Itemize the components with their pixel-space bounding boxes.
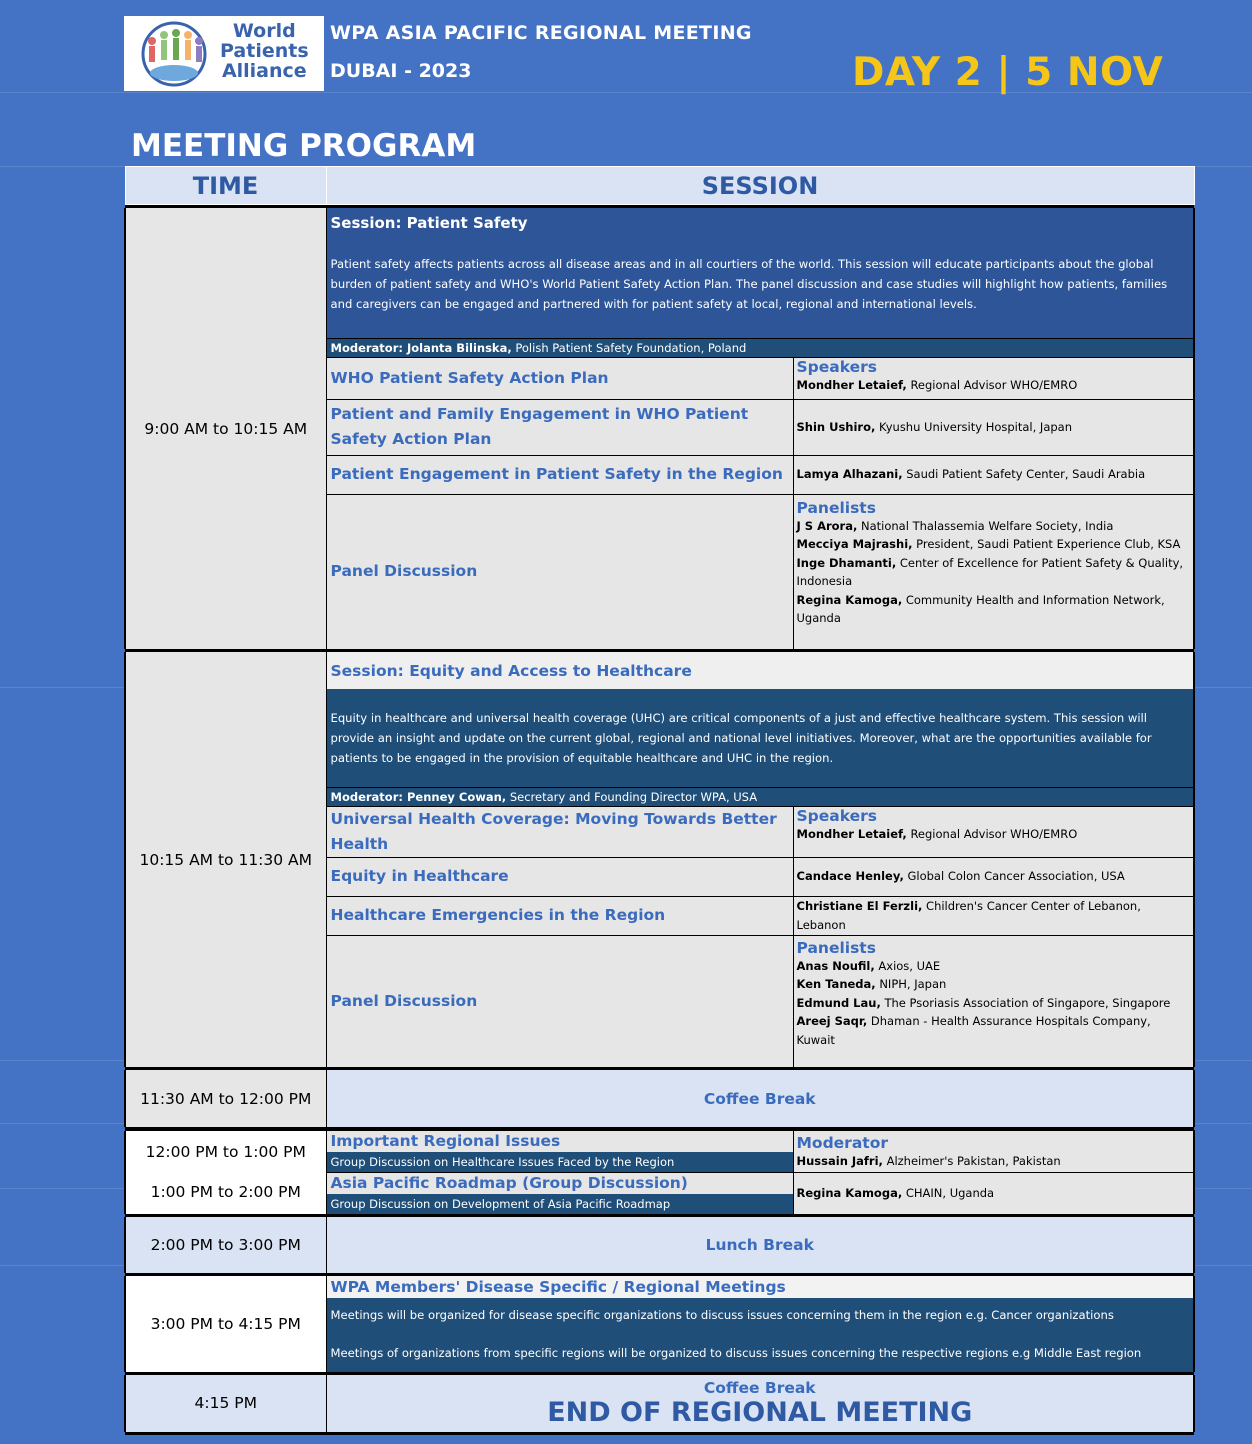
block1-moderator	[326, 338, 1194, 357]
speaker-name: Mondher Letaief,	[796, 377, 907, 392]
speaker-cell	[793, 857, 1194, 896]
block3-time-1: 12:00 PM to 1:00 PM	[145, 1143, 306, 1161]
topic-uhc: Universal Health Coverage: Moving Towards Better Health	[326, 806, 793, 857]
speakers-heading: Speakers	[796, 806, 878, 825]
schedule-table	[124, 166, 1195, 1435]
speaker-affiliation: Kyushu University Hospital, Japan	[875, 419, 1073, 434]
block4-time: 3:00 PM to 4:15 PM	[125, 1276, 326, 1372]
panelist-affiliation: The Psoriasis Association of Singapore, Singapore	[880, 995, 1171, 1010]
speaker-affiliation: Saudi Patient Safety Center, Saudi Arabia	[902, 467, 1146, 482]
block1-session-desc: Patient safety affects patients across all disease areas and in all courtiers of the world. This session will educate participants about the global burden of patient safety and WHO's World Patient Safety Action Plan. The panel discussion and case studies will highlight how patients, families and caregivers can be engaged and partnered with for patient safety at local, regional and international levels.	[330, 257, 1168, 311]
moderator-name: Moderator: Jolanta Bilinska,	[330, 340, 512, 355]
page-title: MEETING PROGRAM	[131, 128, 477, 164]
topic-who-action-plan: WHO Patient Safety Action Plan	[326, 357, 793, 399]
block4-title: WPA Members' Disease Specific / Regional Meetings	[326, 1276, 1194, 1298]
coffee-break-row	[125, 1070, 1194, 1127]
moderator-name: Regina Kamoga,	[796, 1185, 903, 1200]
panelist-affiliation: National Thalassemia Welfare Society, India	[857, 518, 1114, 533]
block1-session-row	[125, 208, 1194, 338]
topic-equity: Equity in Healthcare	[326, 857, 793, 896]
panelist-name: Regina Kamoga,	[796, 592, 903, 607]
block2-session-title: Session: Equity and Access to Healthcare	[326, 652, 1194, 689]
panelists-cell	[793, 494, 1194, 649]
lunch-break-label: Lunch Break	[326, 1217, 1194, 1273]
logo-line-2: Patients	[220, 40, 309, 62]
speaker-affiliation: Regional Advisor WHO/EMRO	[906, 377, 1078, 392]
wpa-logo	[124, 16, 324, 91]
moderator-name: Moderator: Penney Cowan,	[330, 789, 507, 804]
panelist-name: Areej Saqr,	[796, 1014, 868, 1028]
panelist-affiliation: President, Saudi Patient Experience Club, KSA	[912, 537, 1181, 551]
speakers-heading: Speakers	[796, 357, 878, 376]
panelist-name: Mecciya Majrashi,	[796, 537, 913, 551]
speaker-name: Mondher Letaief,	[796, 826, 907, 841]
topic-regional-issues: Important Regional Issues	[327, 1131, 793, 1152]
moderator-affiliation: Polish Patient Safety Foundation, Poland	[511, 340, 747, 355]
panelist-affiliation: NIPH, Japan	[875, 977, 947, 991]
panelist-affiliation: Dhaman - Health Assurance Hospitals Company, Kuwait	[796, 1014, 1151, 1047]
block3-time-2: 1:00 PM to 2:00 PM	[150, 1183, 301, 1201]
day-label: DAY 2 | 5 NOV	[852, 50, 1164, 95]
moderator-cell	[793, 1172, 1194, 1214]
moderator-cell	[793, 1131, 1194, 1173]
roadmap-cell	[326, 1172, 793, 1214]
moderator-affiliation: Alzheimer's Pakistan, Pakistan	[882, 1154, 1061, 1168]
moderator-affiliation: CHAIN, Uganda	[902, 1185, 995, 1200]
panelist-affiliation: Axios, UAE	[874, 958, 941, 973]
block4-desc	[326, 1298, 1194, 1372]
speaker-affiliation: Regional Advisor WHO/EMRO	[906, 826, 1078, 841]
event-title: WPA ASIA PACIFIC REGIONAL MEETING	[330, 22, 752, 44]
moderator-name: Hussain Jafri,	[796, 1154, 883, 1168]
topic-patient-engagement: Patient Engagement in Patient Safety in the Region	[326, 455, 793, 494]
block2-title-row	[125, 652, 1194, 689]
speaker-name: Candace Henley,	[796, 869, 904, 884]
table-header-row	[125, 167, 1194, 205]
panelist-affiliation: Community Health and Information Network, Uganda	[796, 592, 1165, 625]
end-row	[125, 1375, 1194, 1432]
topic-emergencies: Healthcare Emergencies in the Region	[326, 896, 793, 935]
block2-time: 10:15 AM to 11:30 AM	[125, 652, 326, 1067]
lunch-break-row	[125, 1217, 1194, 1273]
block4-title-row	[125, 1276, 1194, 1298]
end-coffee-label: Coffee Break	[703, 1378, 816, 1397]
topic-roadmap: Asia Pacific Roadmap (Group Discussion)	[327, 1173, 793, 1194]
panelist-affiliation: Center of Excellence for Patient Safety & Quality, Indonesia	[796, 555, 1184, 588]
panelist-name: Anas Noufil,	[796, 958, 875, 973]
roadmap-sub: Group Discussion on Development of Asia Pacific Roadmap	[327, 1194, 793, 1214]
block2-moderator	[326, 787, 1194, 806]
speaker-cell	[793, 806, 1194, 857]
globe-people-icon	[130, 21, 218, 87]
end-cell	[326, 1375, 1194, 1432]
block1-time: 9:00 AM to 10:15 AM	[125, 208, 326, 649]
panelist-name: Inge Dhamanti,	[796, 555, 897, 570]
regional-issues-cell	[326, 1131, 793, 1173]
speaker-cell	[793, 896, 1194, 935]
logo-line-3: Alliance	[221, 60, 307, 82]
panelist-name: Edmund Lau,	[796, 995, 881, 1010]
speaker-name: Christiane El Ferzli,	[796, 899, 923, 913]
end-time: 4:15 PM	[125, 1375, 326, 1432]
block1-session-box	[326, 208, 1194, 338]
moderator-affiliation: Secretary and Founding Director WPA, USA	[506, 789, 758, 804]
coffee-break-time: 11:30 AM to 12:00 PM	[125, 1070, 326, 1127]
block4-line-1: Meetings will be organized for disease specific organizations to discuss issues concerning them in the region e.g. Cancer organizations	[330, 1308, 1114, 1322]
speaker-cell	[793, 399, 1194, 455]
panelists-heading: Panelists	[796, 498, 876, 517]
time-header: TIME	[125, 167, 326, 205]
speaker-affiliation: Children's Cancer Center of Lebanon, Lebanon	[796, 899, 1141, 932]
block4-line-2: Meetings of organizations from specific regions will be organized to discuss issues concerning the respective regions e.g Middle East region	[330, 1346, 1142, 1360]
block1-session-title: Session: Patient Safety	[330, 214, 528, 232]
topic-panel-discussion: Panel Discussion	[326, 494, 793, 649]
panelist-name: Ken Taneda,	[796, 977, 876, 991]
speaker-cell	[793, 357, 1194, 399]
logo-line-1: World	[232, 20, 296, 42]
lunch-break-time: 2:00 PM to 3:00 PM	[125, 1217, 326, 1273]
speaker-cell	[793, 455, 1194, 494]
speaker-affiliation: Global Colon Cancer Association, USA	[903, 869, 1125, 884]
end-of-meeting-label: END OF REGIONAL MEETING	[547, 1396, 973, 1428]
speaker-name: Lamya Alhazani,	[796, 467, 903, 482]
speaker-name: Shin Ushiro,	[796, 419, 876, 434]
topic-panel-discussion: Panel Discussion	[326, 935, 793, 1067]
panelists-cell	[793, 935, 1194, 1067]
moderator-heading: Moderator	[796, 1134, 888, 1152]
block3-times	[125, 1131, 326, 1214]
regional-issues-sub: Group Discussion on Healthcare Issues Faced by the Region	[327, 1152, 793, 1172]
block3-row-1	[125, 1131, 1194, 1173]
event-subtitle: DUBAI - 2023	[330, 60, 472, 82]
panelist-name: J S Arora,	[796, 518, 858, 533]
topic-family-engagement: Patient and Family Engagement in WHO Patient Safety Action Plan	[326, 399, 793, 455]
logo-text	[220, 21, 309, 81]
block2-session-desc: Equity in healthcare and universal health coverage (UHC) are critical components of a just and effective healthcare system. This session will provide an insight and update on the current global, regional and national level initiatives. Moreover, what are the opportunities available for patients to be engaged in the provision of equitable healthcare and UHC in the region.	[326, 689, 1194, 787]
session-header: SESSION	[326, 167, 1194, 205]
panelists-heading: Panelists	[796, 938, 876, 957]
coffee-break-label: Coffee Break	[326, 1070, 1194, 1127]
